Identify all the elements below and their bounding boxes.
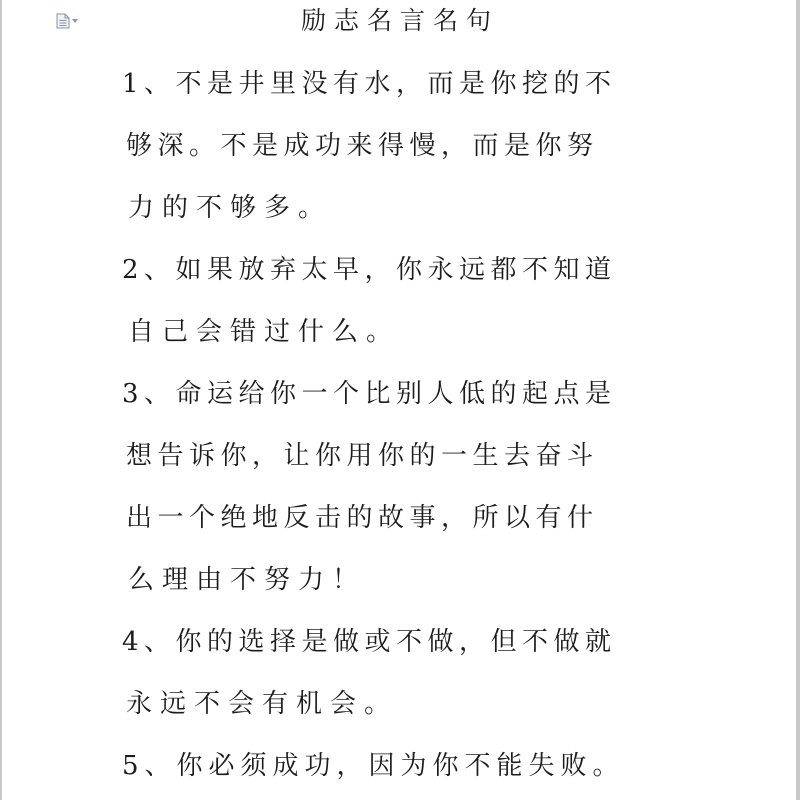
document-title: 励志名言名句 bbox=[300, 6, 499, 35]
text-line-6: 3、命运给你一个比别人低的起点是 bbox=[122, 379, 617, 409]
text-line-1: 1、不是井里没有水，而是你挖的不 bbox=[122, 69, 617, 99]
text-line-8: 出一个绝地反击的故事，所以有什 bbox=[126, 503, 599, 533]
text-line-10: 4、你的选择是做或不做，但不做就 bbox=[122, 627, 617, 657]
text-line-7: 想告诉你，让你用你的一生去奋斗 bbox=[126, 441, 599, 471]
text-line-3: 力的不够多。 bbox=[128, 193, 333, 223]
text-line-5: 自己会错过什么。 bbox=[128, 317, 401, 347]
text-line-9: 么理由不努力！ bbox=[128, 565, 367, 595]
text-line-11: 永远不会有机会。 bbox=[126, 689, 399, 719]
text-line-12: 5、你必须成功，因为你不能失败。 bbox=[122, 751, 625, 781]
text-line-4: 2、如果放弃太早，你永远都不知道 bbox=[122, 255, 617, 285]
text-line-2: 够深。不是成功来得慢，而是你努 bbox=[126, 131, 599, 161]
